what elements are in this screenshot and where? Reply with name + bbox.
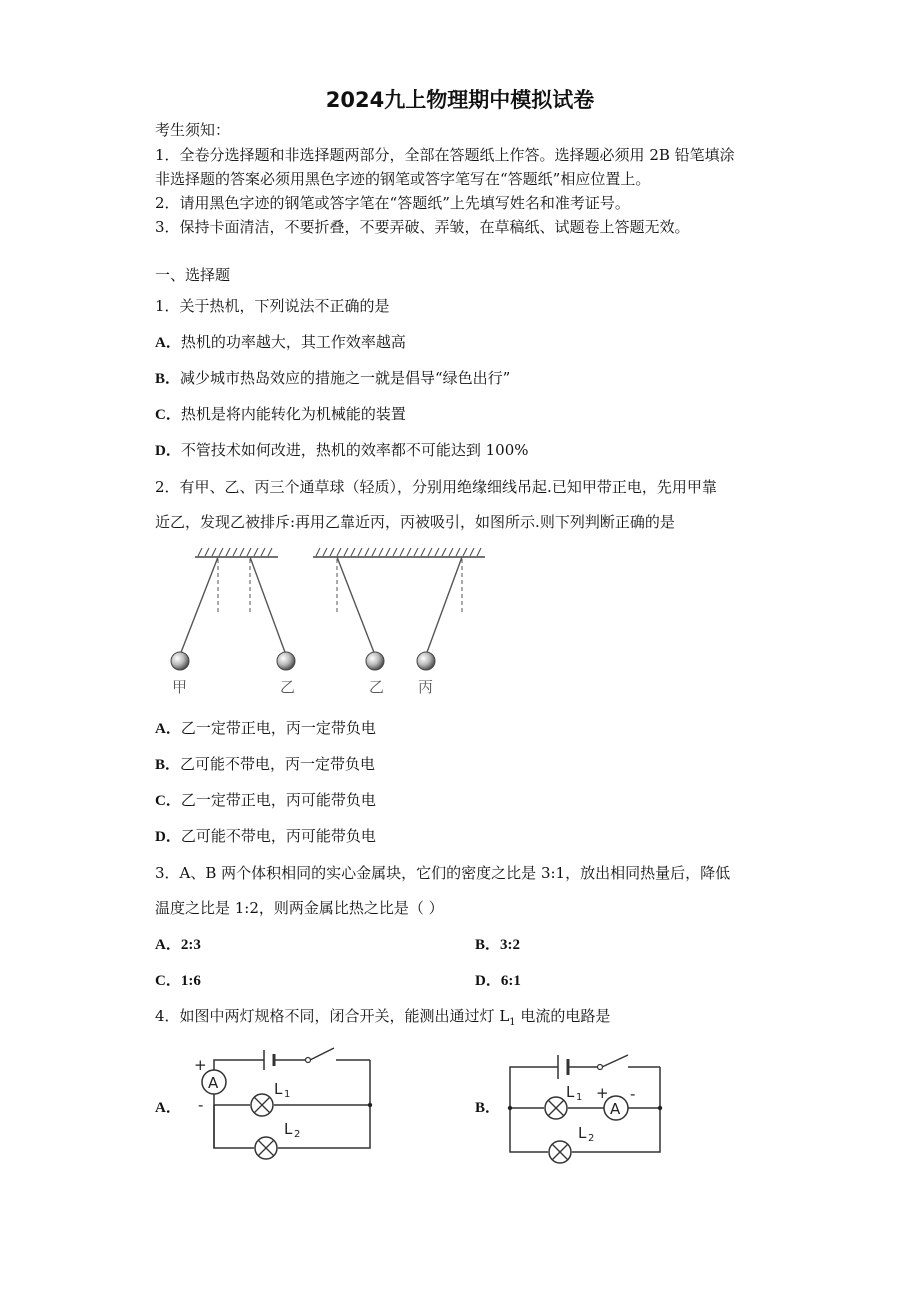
- notice-item-1: 1．全卷分选择题和非选择题两部分，全部在答题纸上作答。选择题必须用 2B 铅笔填涂: [155, 146, 735, 164]
- q4-option-b-label: B．: [475, 1100, 501, 1116]
- q2-option-a: A．乙一定带正电，丙一定带负电: [155, 719, 376, 737]
- q4-option-a-label: A．: [155, 1100, 181, 1116]
- notice-heading: 考生须知：: [155, 121, 231, 139]
- svg-text:L: L: [566, 1083, 575, 1101]
- label-bing: 丙: [418, 678, 434, 696]
- pendulum-figure: [170, 545, 500, 705]
- ball-yi-right: [366, 652, 384, 670]
- notice-item-1-cont: 非选择题的答案必须用黑色字迹的钢笔或答字笔写在“答题纸”相应位置上。: [155, 170, 651, 188]
- q3-option-b: B．3:2: [475, 937, 521, 953]
- notice-item-2: 2．请用黑色字迹的钢笔或答字笔在“答题纸”上先填写姓名和准考证号。: [155, 194, 630, 212]
- q4-stem: 4．如图中两灯规格不同，闭合开关，能测出通过灯 $L_1$ 电流的电路是: [155, 1007, 611, 1028]
- q1-option-c: C．热机是将内能转化为机械能的装置: [155, 405, 406, 423]
- q2-option-b: B．乙可能不带电，丙一定带负电: [155, 755, 376, 773]
- q2-option-c: C．乙一定带正电，丙可能带负电: [155, 791, 376, 809]
- q3-option-c: C．1:6: [155, 973, 201, 989]
- svg-text:A: A: [610, 1100, 621, 1118]
- q1-stem: 1．关于热机，下列说法不正确的是: [155, 297, 390, 315]
- circuit-a: [188, 1042, 388, 1167]
- label-yi-1: 乙: [280, 678, 296, 696]
- page-title: 2024九上物理期中模拟试卷: [325, 88, 595, 112]
- circuit-b: [500, 1042, 675, 1167]
- q2-stem-line2: 近乙，发现乙被排斥:再用乙靠近丙，丙被吸引，如图所示.则下列判断正确的是: [155, 513, 675, 531]
- svg-text:A: A: [208, 1074, 219, 1092]
- q3-stem-line1: 3．A、B 两个体积相同的实心金属块，它们的密度之比是 3:1，放出相同热量后，降低: [155, 864, 731, 882]
- q3-option-a: A．2:3: [155, 937, 201, 953]
- svg-text:+: +: [596, 1084, 609, 1102]
- section-heading: 一、选择题: [155, 266, 231, 284]
- svg-text:2: 2: [588, 1133, 595, 1144]
- ball-jia: [171, 652, 189, 670]
- q2-option-d: D．乙可能不带电，丙可能带负电: [155, 827, 376, 845]
- svg-text:-: -: [630, 1085, 636, 1103]
- notice-item-3: 3．保持卡面清洁，不要折叠，不要弄破、弄皱，在草稿纸、试题卷上答题无效。: [155, 218, 690, 236]
- svg-text:2: 2: [294, 1129, 301, 1140]
- svg-text:L: L: [274, 1080, 283, 1098]
- svg-text:-: -: [198, 1096, 204, 1114]
- q2-stem-line1: 2．有甲、乙、丙三个通草球（轻质），分别用绝缘细线吊起.已知甲带正电，先用甲靠: [155, 478, 717, 496]
- label-yi-2: 乙: [369, 678, 385, 696]
- label-jia: 甲: [172, 678, 188, 696]
- ball-bing: [417, 652, 435, 670]
- svg-text:1: 1: [576, 1092, 583, 1103]
- ball-yi-left: [277, 652, 295, 670]
- q3-stem-line2: 温度之比是 1:2，则两金属比热之比是（ ）: [155, 899, 444, 917]
- q1-option-d: D．不管技术如何改进，热机的效率都不可能达到 100%: [155, 441, 529, 459]
- q1-option-a: A．热机的功率越大，其工作效率越高: [155, 333, 406, 351]
- svg-text:L: L: [578, 1124, 587, 1142]
- svg-text:L: L: [284, 1120, 293, 1138]
- svg-text:1: 1: [284, 1089, 291, 1100]
- svg-text:+: +: [194, 1056, 207, 1074]
- q1-option-b: B．减少城市热岛效应的措施之一就是倡导“绿色出行”: [155, 369, 511, 387]
- q3-option-d: D．6:1: [475, 973, 521, 989]
